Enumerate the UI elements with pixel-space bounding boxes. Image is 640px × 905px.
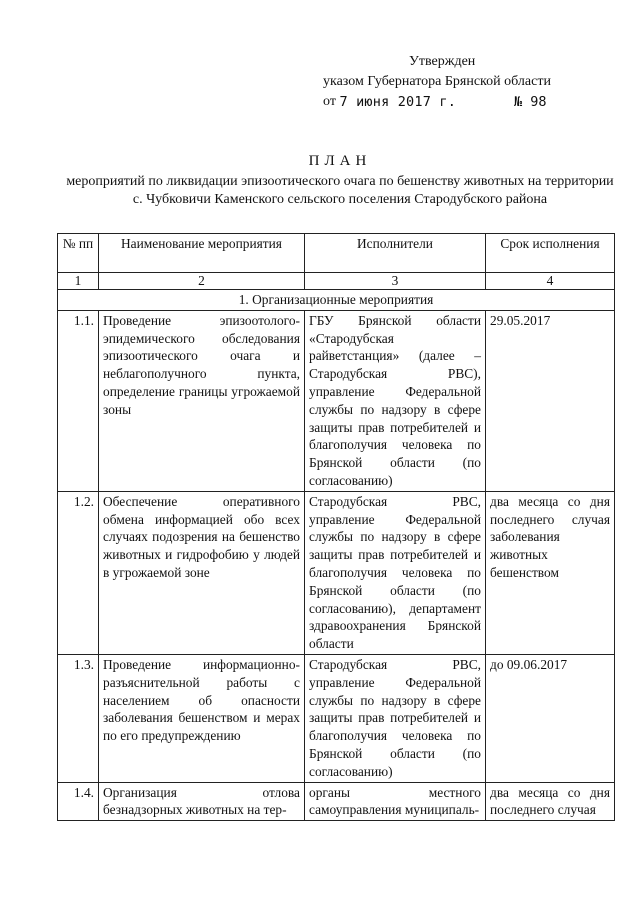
table-row — [58, 310, 615, 491]
approval-line-date — [323, 92, 623, 112]
column-number: 1 — [58, 273, 99, 290]
section-row — [58, 290, 615, 311]
row-deadline: два месяца со дня последнего случая заболевания животных бешенством — [486, 491, 615, 654]
approval-number: № 98 — [514, 94, 547, 110]
row-number: 1.3. — [58, 654, 99, 782]
row-executors: Стародубская РВС, управление Федеральной службы по надзору в сфере защиты прав потребителей и благополучия человека по Брянской области (по согласованию) — [305, 654, 486, 782]
row-activity: Проведение информационно-разъяснительной работы с населением об опасности заболевания бешенством и мерах по его предупреждению — [99, 654, 305, 782]
row-activity: Организация отлова безнадзорных животных на тер- — [99, 782, 305, 821]
row-deadline: до 09.06.2017 — [486, 654, 615, 782]
row-activity: Обеспечение оперативного обмена информацией обо всех случаях подозрения на бешенство животных и гидрофобию у людей в угрожаемой зоне — [99, 491, 305, 654]
table-row — [58, 782, 615, 821]
column-number: 4 — [486, 273, 615, 290]
plan-heading: ПЛАН — [308, 153, 372, 169]
row-number: 1.2. — [58, 491, 99, 654]
approval-stamp — [323, 52, 623, 112]
row-executors: Стародубская РВС, управление Федеральной службы по надзору в сфере защиты прав потребителей и благополучия человека по Брянской области (по согласованию), департамент здравоохранения Брянской области — [305, 491, 486, 654]
row-deadline: два месяца со дня последнего случая — [486, 782, 615, 821]
table-row — [58, 654, 615, 782]
table-row — [58, 491, 615, 654]
plan-subtitle: мероприятий по ликвидации эпизоотического очага по бешенству животных на территории с. Чубковичи Каменского сельского поселения Стародубского района — [66, 174, 614, 207]
header-executors: Исполнители — [305, 234, 486, 273]
section-title: 1. Организационные мероприятия — [58, 290, 615, 311]
header-num: № пп — [58, 234, 99, 273]
column-number: 2 — [99, 273, 305, 290]
approval-date-prefix: от — [323, 94, 336, 109]
plan-table — [57, 233, 615, 821]
approval-line-approved: Утвержден — [409, 54, 476, 69]
row-executors: органы местного самоуправления муниципаль- — [305, 782, 486, 821]
approval-date: 7 июня 2017 г. — [339, 94, 457, 110]
row-number: 1.1. — [58, 310, 99, 491]
approval-line-decree: указом Губернатора Брянской области — [323, 74, 551, 89]
header-deadline: Срок исполнения — [486, 234, 615, 273]
row-number: 1.4. — [58, 782, 99, 821]
row-executors: ГБУ Брянской области «Стародубская райветстанция» (далее – Стародубская РВС), управление Федеральной службы по надзору в сфере защиты прав потребителей и благополучия человека по Брянской области (по согласованию) — [305, 310, 486, 491]
table-header-row — [58, 234, 615, 273]
document-title — [60, 152, 620, 209]
table-column-numbers-row — [58, 273, 615, 290]
row-activity: Проведение эпизоотолого-эпидемического обследования эпизоотического очага и неблагополучного пункта, определение границы угрожаемой зоны — [99, 310, 305, 491]
column-number: 3 — [305, 273, 486, 290]
row-deadline: 29.05.2017 — [486, 310, 615, 491]
header-name: Наименование мероприятия — [99, 234, 305, 273]
